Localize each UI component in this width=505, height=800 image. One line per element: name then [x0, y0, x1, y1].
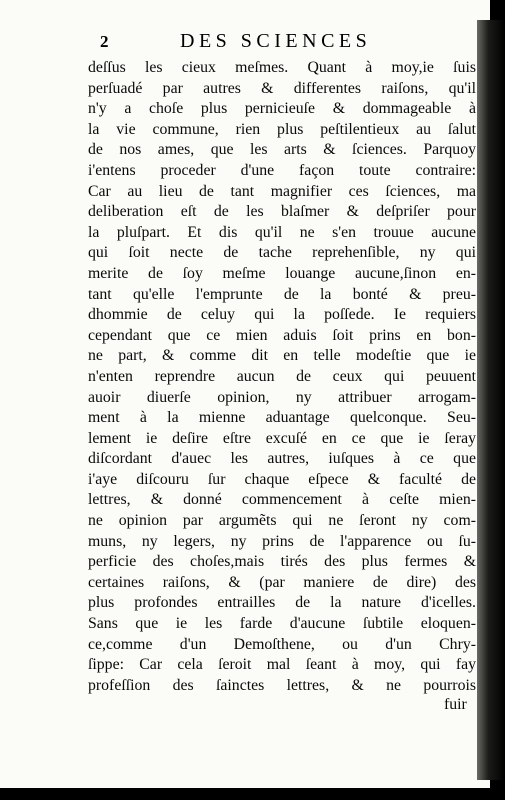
text-line: ne opinion par argumẽts qui ne ſeront ny com-: [88, 512, 476, 530]
text-line: auoir diuerſe opinion, ny attribuer arrogam-: [88, 388, 476, 406]
text-line: dhommie de celuy qui la poſſede. Ie requiers: [88, 306, 476, 324]
text-line: la pluſpart. Et dis qu'il ne s'en trouue aucune: [88, 223, 476, 241]
text-line: diſcordant d'auec les autres, iuſques à ce que: [88, 450, 476, 468]
running-title: DES SCIENCES: [180, 30, 372, 52]
text-line: ce,comme d'un Demoſthene, ou d'un Chry-: [88, 635, 476, 653]
text-line: n'y a choſe plus pernicieuſe & dommageable à: [88, 100, 476, 118]
text-line: lement ie deſire eſtre excuſé en ce que ie ſeray: [88, 429, 476, 447]
text-line: ne part, & comme dit en telle modeſtie que ie: [88, 347, 476, 365]
text-line: profeſſion des ſainctes lettres, & ne pourrois: [88, 676, 476, 694]
text-line: Car au lieu de tant magnifier ces ſciences, ma: [88, 182, 476, 200]
text-line: n'enten reprendre aucun de ceux qui peuuent: [88, 367, 476, 385]
text-line: Sans que ie les farde d'aucune ſubtile eloquen-: [88, 615, 476, 633]
text-line: certaines raiſons, & (par maniere de dire) des: [88, 573, 476, 591]
book-spine-shadow: [477, 20, 505, 780]
text-line: muns, ny legers, ny prins de l'apparence ou ſu-: [88, 532, 476, 550]
page-number: 2: [100, 32, 109, 51]
text-line: cependant que ce mien aduis ſoit prins en bon-: [88, 326, 476, 344]
text-line: perſuadé par autres & differentes raiſons, qu'il: [88, 79, 476, 97]
text-line: lettres, & donné commencement à ceſte mien-: [88, 491, 476, 509]
text-line: deſſus les cieux meſmes. Quant à moy,ie ſuis: [88, 59, 476, 76]
text-line: merite de ſoy meſme louange aucune,ſinon en-: [88, 264, 476, 282]
catchword: fuir: [444, 696, 467, 713]
text-line: deliberation eſt de les blaſmer & deſpriſer pour: [88, 203, 476, 221]
text-line: i'entens proceder d'une façon toute contraire:: [88, 161, 476, 179]
text-line: de nos ames, que les arts & ſciences. Parquoy: [88, 141, 476, 159]
text-line: la vie commune, rien plus peſtilentieux au ſalut: [88, 120, 476, 138]
text-line: ment à la mienne aduantage quelconque. Seu-: [88, 409, 476, 427]
text-line: ſippe: Car cela ſeroit mal ſeant à moy, qui fay: [88, 656, 476, 674]
text-line: perficie des choſes,mais tirés des plus fermes &: [88, 553, 476, 571]
text-line: plus profondes entrailles de la nature d'icelles.: [88, 594, 476, 612]
text-line: tant qu'elle l'emprunte de la bonté & preu-: [88, 285, 476, 303]
text-line: i'aye diſcouru ſur chaque eſpece & faculté de: [88, 470, 476, 488]
page-header: [100, 30, 470, 56]
body-text: [88, 58, 476, 696]
text-line: qui ſoit necte de tache reprehenſible, ny qui: [88, 244, 476, 262]
